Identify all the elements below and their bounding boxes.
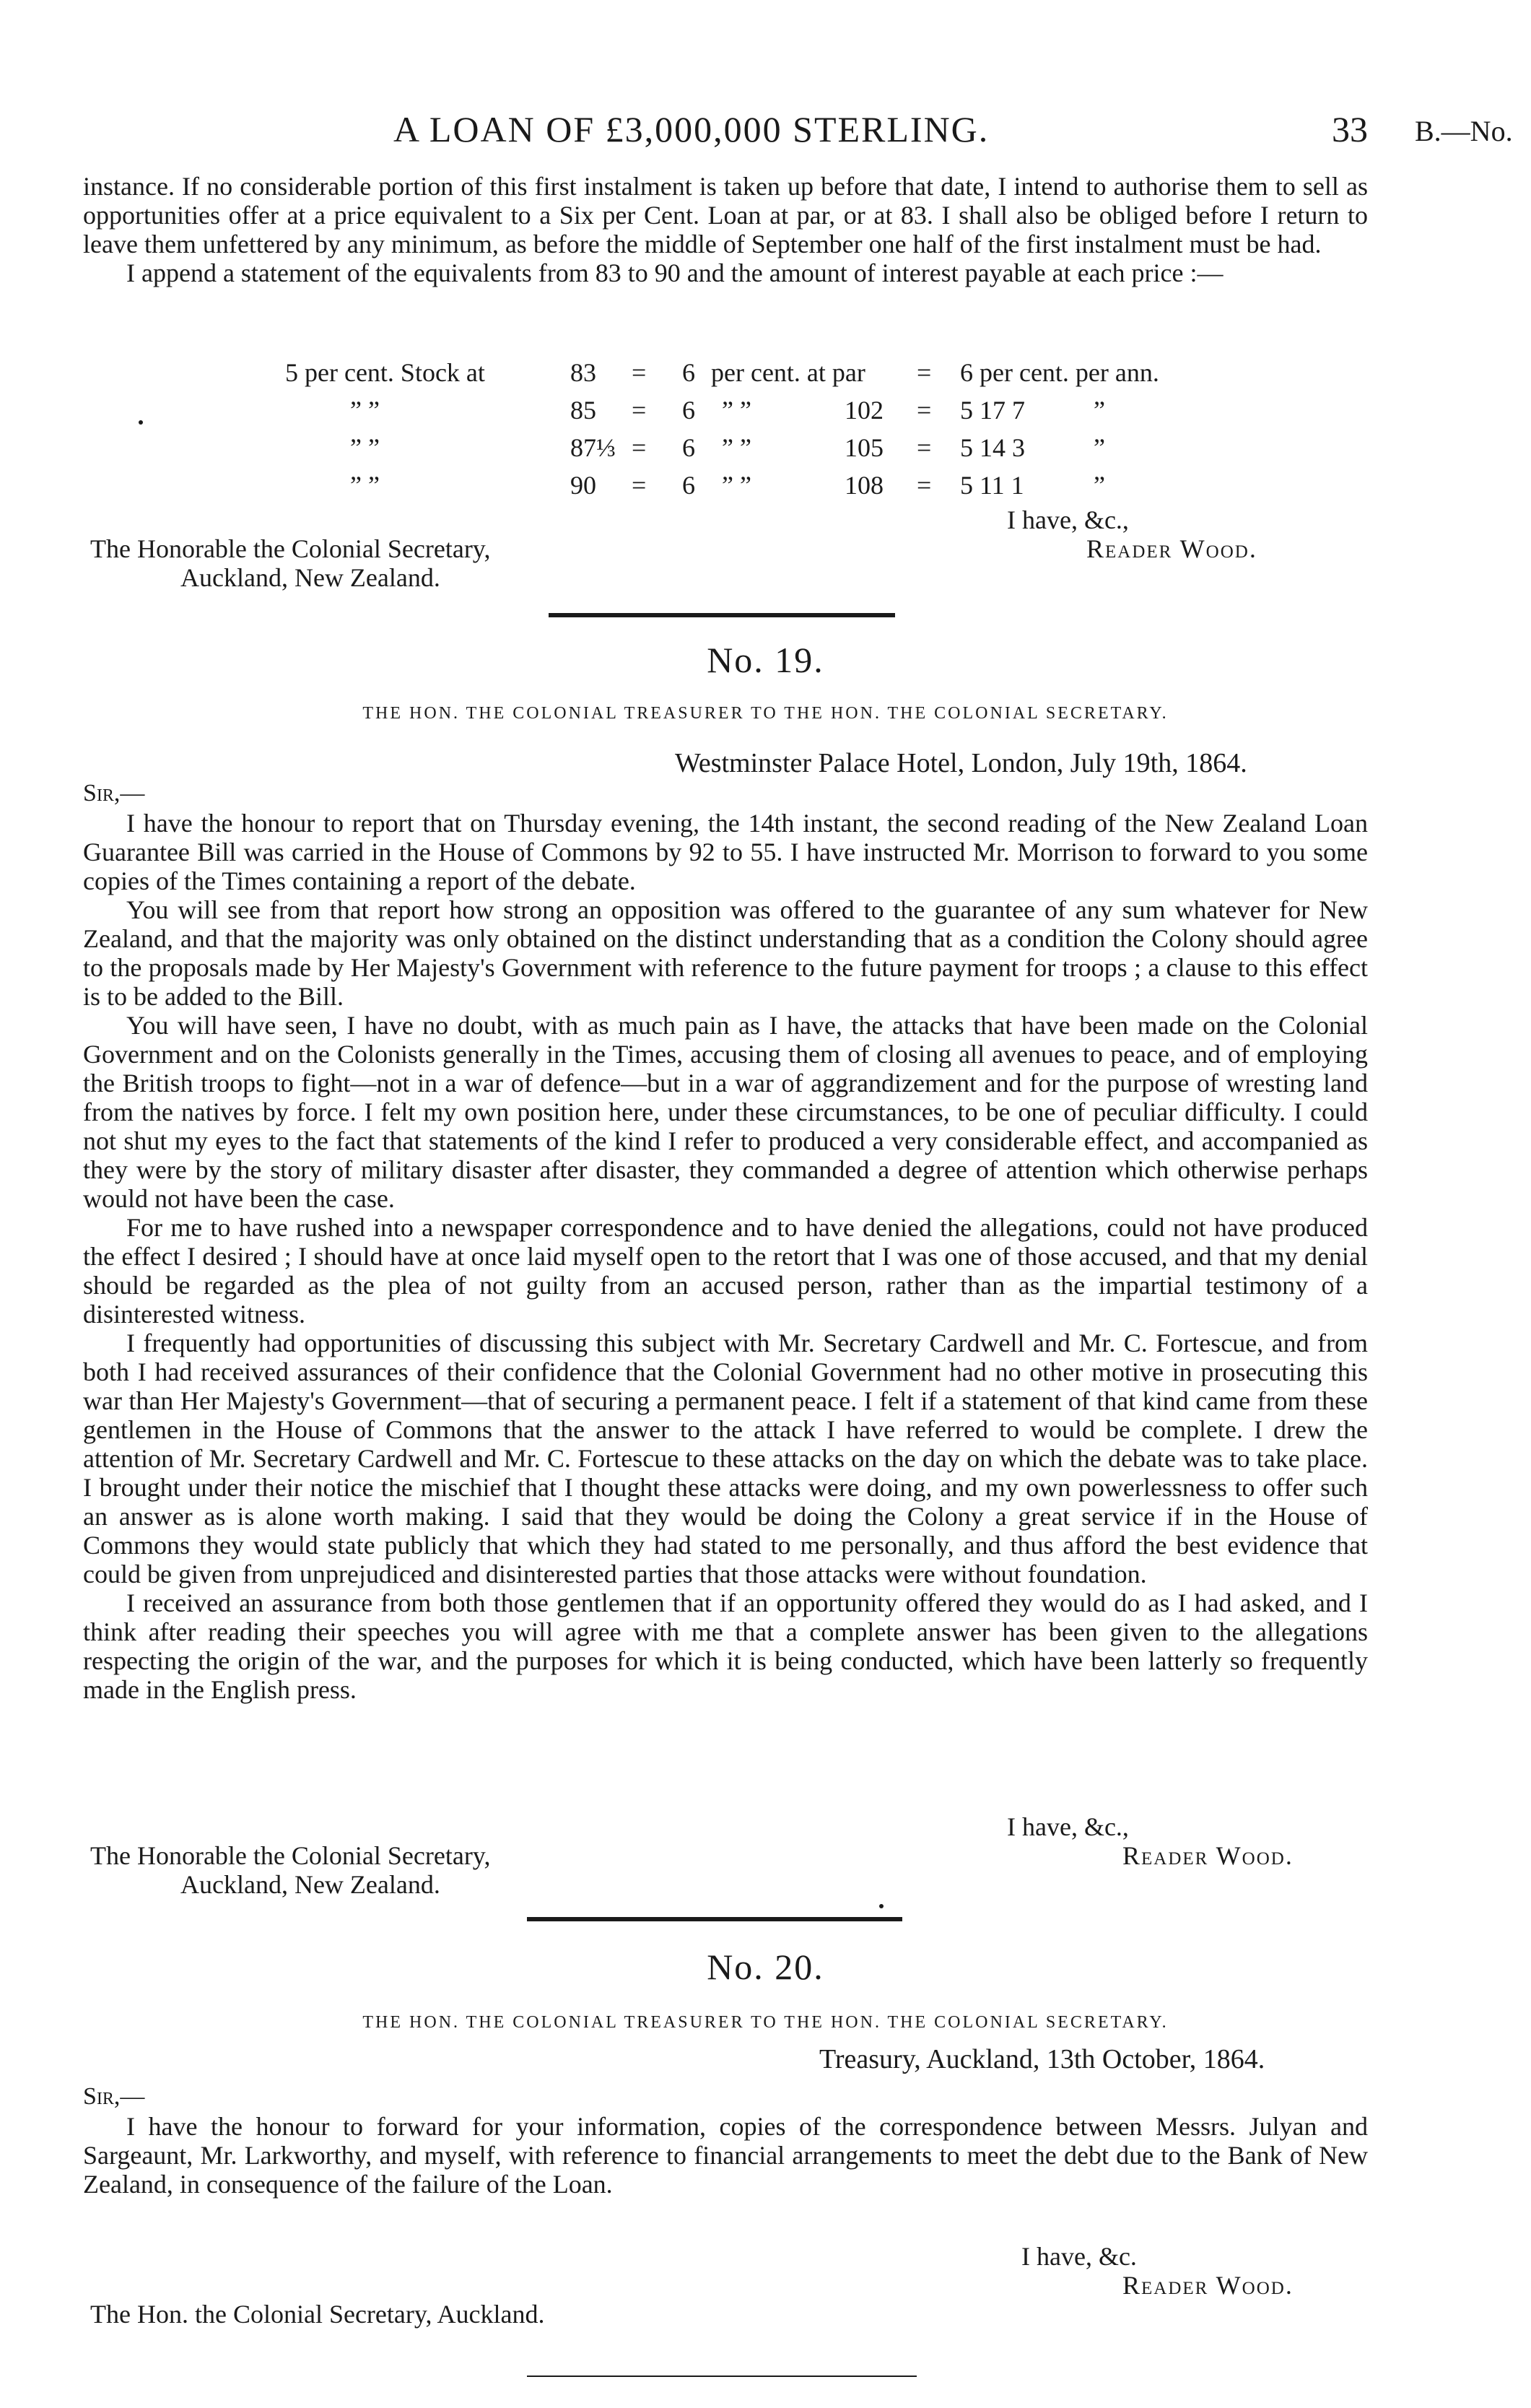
page-number: 33 xyxy=(1332,109,1368,149)
table-cell-at-par: per cent. at par xyxy=(711,358,865,387)
letter-heading: THE HON. THE COLONIAL TREASURER TO THE HON. THE COLONIAL SECRETARY. xyxy=(362,704,1169,723)
signature: Reader Wood. xyxy=(1122,2271,1294,2300)
addressee: The Hon. the Colonial Secretary, Auckland. xyxy=(90,2300,545,2329)
continuation-paragraph-1: instance. If no considerable portion of this first instalment is taken up before that date, I intend to authorise them to sell as opportunities offer at a price equivalent to a Six per Cent. Loan at par, or at 83. I shall also be obliged before I return to leave them unfettered by any minimum, as before the middle of September one half of the first instalment must be had. xyxy=(83,172,1368,258)
table-cell-interest: 5 14 3 xyxy=(960,433,1025,462)
table-cell-par: 105 xyxy=(845,433,884,462)
closing: I have, &c., xyxy=(1007,505,1129,534)
letter-20-body xyxy=(83,2112,1368,2199)
closing: I have, &c., xyxy=(1007,1812,1129,1841)
letter-number: No. 20. xyxy=(707,1947,824,1987)
signature: Reader Wood. xyxy=(1086,534,1257,563)
dateline: Treasury, Auckland, 13th October, 1864. xyxy=(819,2044,1265,2074)
table-cell-equals: = xyxy=(632,471,647,500)
body-paragraph: I received an assurance from both those gentlemen that if an opportunity offered they would do as I had asked, and I think after reading their speeches you will agree with me that a complete answer has been given to the allegations respecting the origin of the war, and the purposes for which it is being conducted, which have been latterly so frequently made in the English press. xyxy=(83,1588,1368,1704)
table-cell-six: 6 xyxy=(682,433,695,462)
table-cell-six: 6 xyxy=(682,358,695,387)
table-cell-ditto: ” xyxy=(1094,433,1105,462)
letter-heading: THE HON. THE COLONIAL TREASURER TO THE HON. THE COLONIAL SECRETARY. xyxy=(362,2013,1169,2032)
body-paragraph: I have the honour to forward for your information, copies of the correspondence between Messrs. Julyan and Sargeaunt, Mr. Larkworthy, and myself, with reference to financial arrangements to meet the debt due to the Bank of New Zealand, in consequence of the failure of the Loan. xyxy=(83,2112,1368,2199)
table-cell-ditto: ” ” xyxy=(350,433,380,462)
table-cell-interest: 6 per cent. per ann. xyxy=(960,358,1159,387)
table-cell-stock: 5 per cent. Stock at xyxy=(285,358,485,387)
series-reference: B.—No. xyxy=(1415,115,1513,147)
closing: I have, &c. xyxy=(1021,2242,1137,2271)
table-cell-equals: = xyxy=(632,358,647,387)
table-cell-price: 83 xyxy=(570,358,596,387)
table-cell-ditto: ” ” xyxy=(350,471,380,500)
table-cell-ditto: ” ” xyxy=(722,433,751,462)
table-cell-interest: 5 11 1 xyxy=(960,471,1024,500)
table-cell-equals: = xyxy=(917,433,932,462)
continuation-text xyxy=(83,172,1368,287)
body-paragraph: I have the honour to report that on Thursday evening, the 14th instant, the second reading of the New Zealand Loan Guarantee Bill was carried in the House of Commons by 92 to 55. I have instructed Mr. Morrison to forward to you some copies of the Times containing a report of the debate. xyxy=(83,809,1368,895)
body-paragraph: I frequently had opportunities of discussing this subject with Mr. Secretary Cardwell and Mr. C. Fortescue, and from both I had received assurances of their confidence that the Colonial Government had no other motive in prosecuting this war than Her Majesty's Government—that of securing a permanent peace. I felt if a statement of that kind came from these gentlemen in the House of Commons that the answer to the attack I have referred to would be complete. I drew the attention of Mr. Secretary Cardwell and Mr. C. Fortescue to these attacks on the day on which the debate was to take place. I brought under their notice the mischief that I thought these attacks were doing, and my own powerlessness to offer such an answer as is alone worth making. I said that they would be doing the Colony a great service if in the House of Commons they would state publicly that which they had stated to me personally, and thus afford the best evidence that could be given from unprejudiced and disinterested parties that those attacks were without foundation. xyxy=(83,1329,1368,1588)
table-cell-equals: = xyxy=(917,471,932,500)
table-cell-six: 6 xyxy=(682,396,695,425)
section-divider xyxy=(527,1917,902,1921)
table-cell-par: 102 xyxy=(845,396,884,425)
table-cell-ditto: ” xyxy=(1094,471,1105,500)
letter-number: No. 19. xyxy=(707,640,824,680)
table-cell-par: 108 xyxy=(845,471,884,500)
continuation-paragraph-2: I append a statement of the equivalents from 83 to 90 and the amount of interest payable at each price :— xyxy=(126,258,1224,287)
salutation: Sir,— xyxy=(83,780,145,807)
addressee-line-2: Auckland, New Zealand. xyxy=(180,1870,440,1899)
end-rule xyxy=(527,2376,917,2377)
table-cell-price: 87⅓ xyxy=(570,433,616,462)
table-cell-equals: = xyxy=(917,396,932,425)
table-cell-interest: 5 17 7 xyxy=(960,396,1025,425)
addressee-line-2: Auckland, New Zealand. xyxy=(180,563,440,592)
running-title: A LOAN OF £3,000,000 STERLING. xyxy=(393,109,990,149)
section-divider xyxy=(549,613,895,617)
letter-19-body xyxy=(83,809,1368,1704)
table-cell-equals: = xyxy=(917,358,932,387)
table-cell-equals: = xyxy=(632,433,647,462)
table-cell-price: 90 xyxy=(570,471,596,500)
table-cell-six: 6 xyxy=(682,471,695,500)
body-paragraph: You will see from that report how strong an opposition was offered to the guarantee of any sum whatever for New Zealand, and that the majority was only obtained on the distinct understanding that as a condition the Colony should agree to the proposals made by Her Majesty's Government with reference to the future payment for troops ; a clause to this effect is to be added to the Bill. xyxy=(83,895,1368,1011)
body-paragraph: For me to have rushed into a newspaper correspondence and to have denied the allegations, could not have produced the effect I desired ; I should have at once laid myself open to the retort that I was one of those accused, and that my denial should be regarded as the plea of not guilty from an accused person, rather than as the impartial testimony of a disinterested witness. xyxy=(83,1213,1368,1329)
salutation: Sir,— xyxy=(83,2083,145,2110)
table-cell-ditto: ” ” xyxy=(722,471,751,500)
body-paragraph: You will have seen, I have no doubt, with as much pain as I have, the attacks that have been made on the Colonial Government and on the Colonists generally in the Times, accusing them of closing all avenues to peace, and of employing the British troops to fight—not in a war of defence—but in a war of aggrandizement and for the purpose of wresting land from the natives by force. I felt my own position here, under these circumstances, to be one of peculiar difficulty. I could not shut my eyes to the fact that statements of the kind I refer to produced a very considerable effect, and accompanied as they were by the story of military disaster after disaster, they commanded a degree of attention which otherwise perhaps would not have been the case. xyxy=(83,1011,1368,1213)
dateline: Westminster Palace Hotel, London, July 19th, 1864. xyxy=(675,748,1247,778)
running-header xyxy=(0,108,1531,159)
table-cell-price: 85 xyxy=(570,396,596,425)
print-speck xyxy=(139,420,143,425)
print-speck xyxy=(879,1904,884,1908)
table-cell-equals: = xyxy=(632,396,647,425)
table-cell-ditto: ” ” xyxy=(350,396,380,425)
signature: Reader Wood. xyxy=(1122,1841,1294,1870)
table-cell-ditto: ” xyxy=(1094,396,1105,425)
addressee-line-1: The Honorable the Colonial Secretary, xyxy=(90,534,491,563)
addressee-line-1: The Honorable the Colonial Secretary, xyxy=(90,1841,491,1870)
table-cell-ditto: ” ” xyxy=(722,396,751,425)
